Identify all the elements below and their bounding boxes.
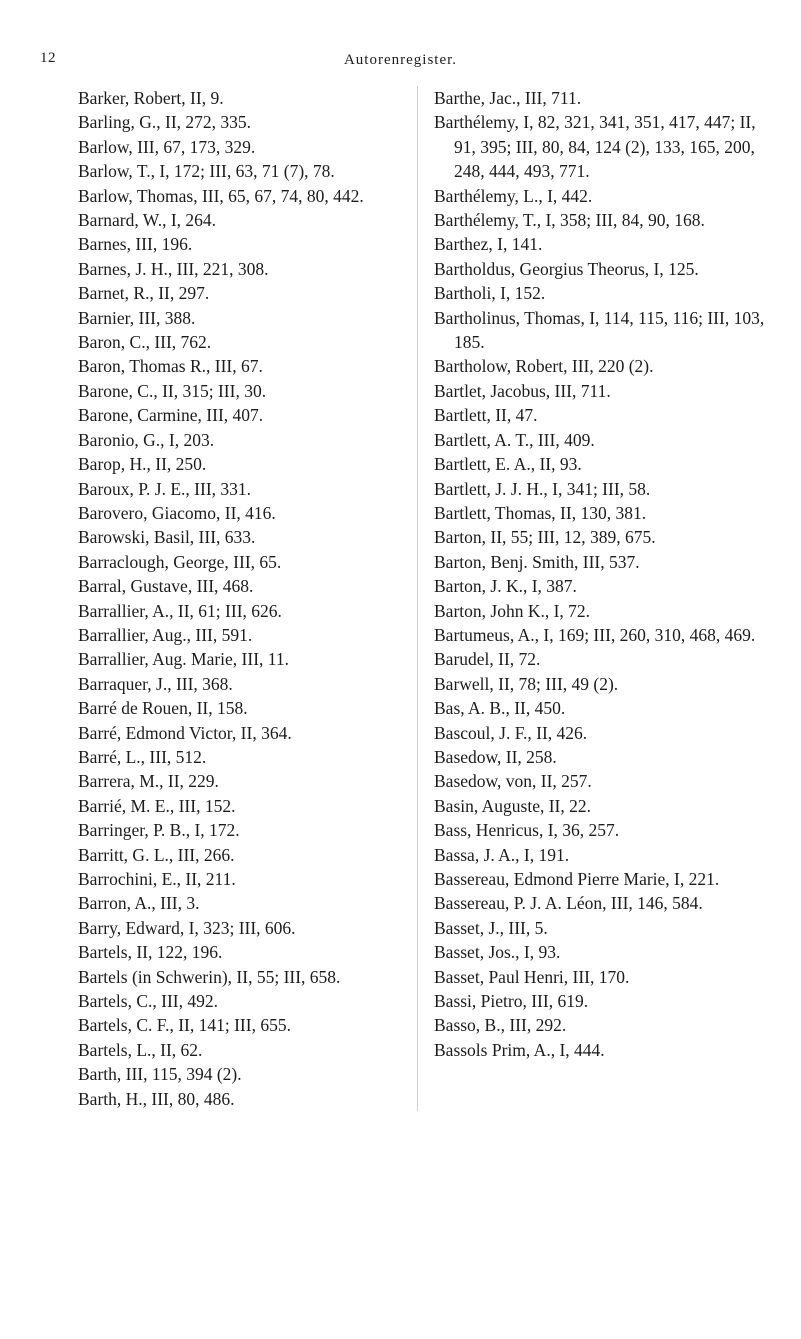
- index-entry: Barré, L., III, 512.: [78, 746, 207, 767]
- index-columns: [78, 86, 778, 1111]
- index-entry: Bartholi, I, 152.: [434, 283, 546, 304]
- index-entry: Bartlett, II, 47.: [434, 405, 538, 426]
- index-entry: Barraclough, George, III, 65.: [78, 551, 282, 572]
- index-entry: Barron, A., III, 3.: [78, 893, 200, 914]
- index-entry: Bartels, C. F., II, 141; III, 655.: [78, 1015, 291, 1036]
- index-entry: Bassols Prim, A., I, 444.: [434, 1039, 605, 1060]
- index-entry: Basset, J., III, 5.: [434, 917, 548, 938]
- index-entry: Barton, Benj. Smith, III, 537.: [434, 551, 640, 572]
- index-entry: Barré, Edmond Victor, II, 364.: [78, 722, 292, 743]
- right-column: [418, 86, 778, 1111]
- index-entry: Bartlett, J. J. H., I, 341; III, 58.: [434, 478, 651, 499]
- left-column: [78, 86, 418, 1111]
- index-entry: Bartumeus, A., I, 169; III, 260, 310, 468, 469.: [434, 624, 756, 645]
- index-entry: Basin, Auguste, II, 22.: [434, 795, 592, 816]
- index-entry: Basedow, von, II, 257.: [434, 771, 592, 792]
- index-entry: Barraquer, J., III, 368.: [78, 673, 233, 694]
- index-entry: Bartlett, A. T., III, 409.: [434, 429, 595, 450]
- index-entry: Barlow, T., I, 172; III, 63, 71 (7), 78.: [78, 161, 335, 182]
- index-entry: Barry, Edward, I, 323; III, 606.: [78, 917, 296, 938]
- index-entry: Barthe, Jac., III, 711.: [434, 88, 582, 108]
- index-entry: Bascoul, J. F., II, 426.: [434, 722, 588, 743]
- index-entry: Bartholdus, Georgius Theorus, I, 125.: [434, 258, 699, 279]
- index-entry: Barone, C., II, 315; III, 30.: [78, 380, 267, 401]
- index-entry: Bassereau, P. J. A. Léon, III, 146, 584.: [434, 893, 703, 914]
- running-title: Autorenregister.: [343, 52, 458, 68]
- index-entry: Barnet, R., II, 297.: [78, 283, 210, 304]
- index-entry: Baron, Thomas R., III, 67.: [78, 356, 263, 377]
- index-entry: Baroux, P. J. E., III, 331.: [78, 478, 252, 499]
- index-entry: Basedow, II, 258.: [434, 746, 557, 767]
- index-entry: Bartlett, Thomas, II, 130, 381.: [434, 502, 647, 523]
- index-entry: Barth, H., III, 80, 486.: [78, 1088, 235, 1109]
- index-entry: Barrera, M., II, 229.: [78, 771, 219, 792]
- index-entry: Bartels, C., III, 492.: [78, 991, 218, 1012]
- index-entry: Barthez, I, 141.: [434, 234, 543, 255]
- index-entry: Barnier, III, 388.: [78, 307, 196, 328]
- index-entry: Barop, H., II, 250.: [78, 454, 207, 475]
- index-entry: Barthélemy, T., I, 358; III, 84, 90, 168.: [434, 210, 705, 231]
- index-entry: Bassa, J. A., I, 191.: [434, 844, 570, 865]
- index-entry: Barral, Gustave, III, 468.: [78, 576, 254, 597]
- index-entry: Bartholow, Robert, III, 220 (2).: [434, 356, 654, 377]
- index-entry: Barnes, J. H., III, 221, 308.: [78, 258, 269, 279]
- index-entry: Barringer, P. B., I, 172.: [78, 820, 240, 841]
- index-entry: Bartholinus, Thomas, I, 114, 115, 116; III, 103, 185.: [434, 307, 765, 353]
- index-entry: Barrié, M. E., III, 152.: [78, 795, 236, 816]
- index-entry: Barnard, W., I, 264.: [78, 210, 217, 231]
- index-entry: Baron, C., III, 762.: [78, 332, 212, 353]
- index-entry: Barone, Carmine, III, 407.: [78, 405, 264, 426]
- index-entry: Baronio, G., I, 203.: [78, 429, 215, 450]
- index-entry: Barton, II, 55; III, 12, 389, 675.: [434, 527, 656, 548]
- index-entry: Bassereau, Edmond Pierre Marie, I, 221.: [434, 869, 720, 889]
- index-entry: Bartlet, Jacobus, III, 711.: [434, 380, 611, 401]
- index-entry: Bartels, II, 122, 196.: [78, 942, 223, 963]
- index-entry: Barrallier, Aug., III, 591.: [78, 624, 253, 645]
- index-entry: Barton, J. K., I, 387.: [434, 576, 577, 597]
- index-entry: Barthélemy, L., I, 442.: [434, 185, 593, 206]
- index-entry: Barthélemy, I, 82, 321, 341, 351, 417, 447; II, 91, 395; III, 80, 84, 124 (2), 133, 165, 200, 248, 444, 493, 771.: [434, 112, 756, 182]
- index-entry: Bartlett, E. A., II, 93.: [434, 454, 582, 475]
- index-entry: Barudel, II, 72.: [434, 649, 541, 670]
- index-entry: Barlow, III, 67, 173, 329.: [78, 136, 256, 157]
- index-entry: Barritt, G. L., III, 266.: [78, 844, 235, 865]
- index-entry: Barker, Robert, II, 9.: [78, 88, 224, 108]
- index-entry: Barrochini, E., II, 211.: [78, 869, 236, 889]
- index-entry: Bass, Henricus, I, 36, 257.: [434, 820, 620, 841]
- index-entry: Barrallier, Aug. Marie, III, 11.: [78, 649, 290, 670]
- index-entry: Barré de Rouen, II, 158.: [78, 698, 248, 719]
- index-entry: Basso, B., III, 292.: [434, 1015, 567, 1036]
- index-entry: Bartels (in Schwerin), II, 55; III, 658.: [78, 966, 341, 987]
- index-entry: Barnes, III, 196.: [78, 234, 193, 255]
- index-entry: Bassi, Pietro, III, 619.: [434, 991, 589, 1012]
- index-entry: Barth, III, 115, 394 (2).: [78, 1064, 242, 1085]
- index-entry: Barovero, Giacomo, II, 416.: [78, 502, 276, 523]
- index-entry: Basset, Jos., I, 93.: [434, 942, 561, 963]
- page-number: 12: [40, 50, 56, 66]
- index-entry: Barowski, Basil, III, 633.: [78, 527, 256, 548]
- index-entry: Bartels, L., II, 62.: [78, 1039, 203, 1060]
- index-entry: Barrallier, A., II, 61; III, 626.: [78, 600, 282, 621]
- index-entry: Barling, G., II, 272, 335.: [78, 112, 252, 133]
- index-entry: Barwell, II, 78; III, 49 (2).: [434, 673, 619, 694]
- index-entry: Barton, John K., I, 72.: [434, 600, 591, 621]
- index-entry: Barlow, Thomas, III, 65, 67, 74, 80, 442.: [78, 185, 364, 206]
- index-entry: Bas, A. B., II, 450.: [434, 698, 566, 719]
- index-entry: Basset, Paul Henri, III, 170.: [434, 966, 630, 987]
